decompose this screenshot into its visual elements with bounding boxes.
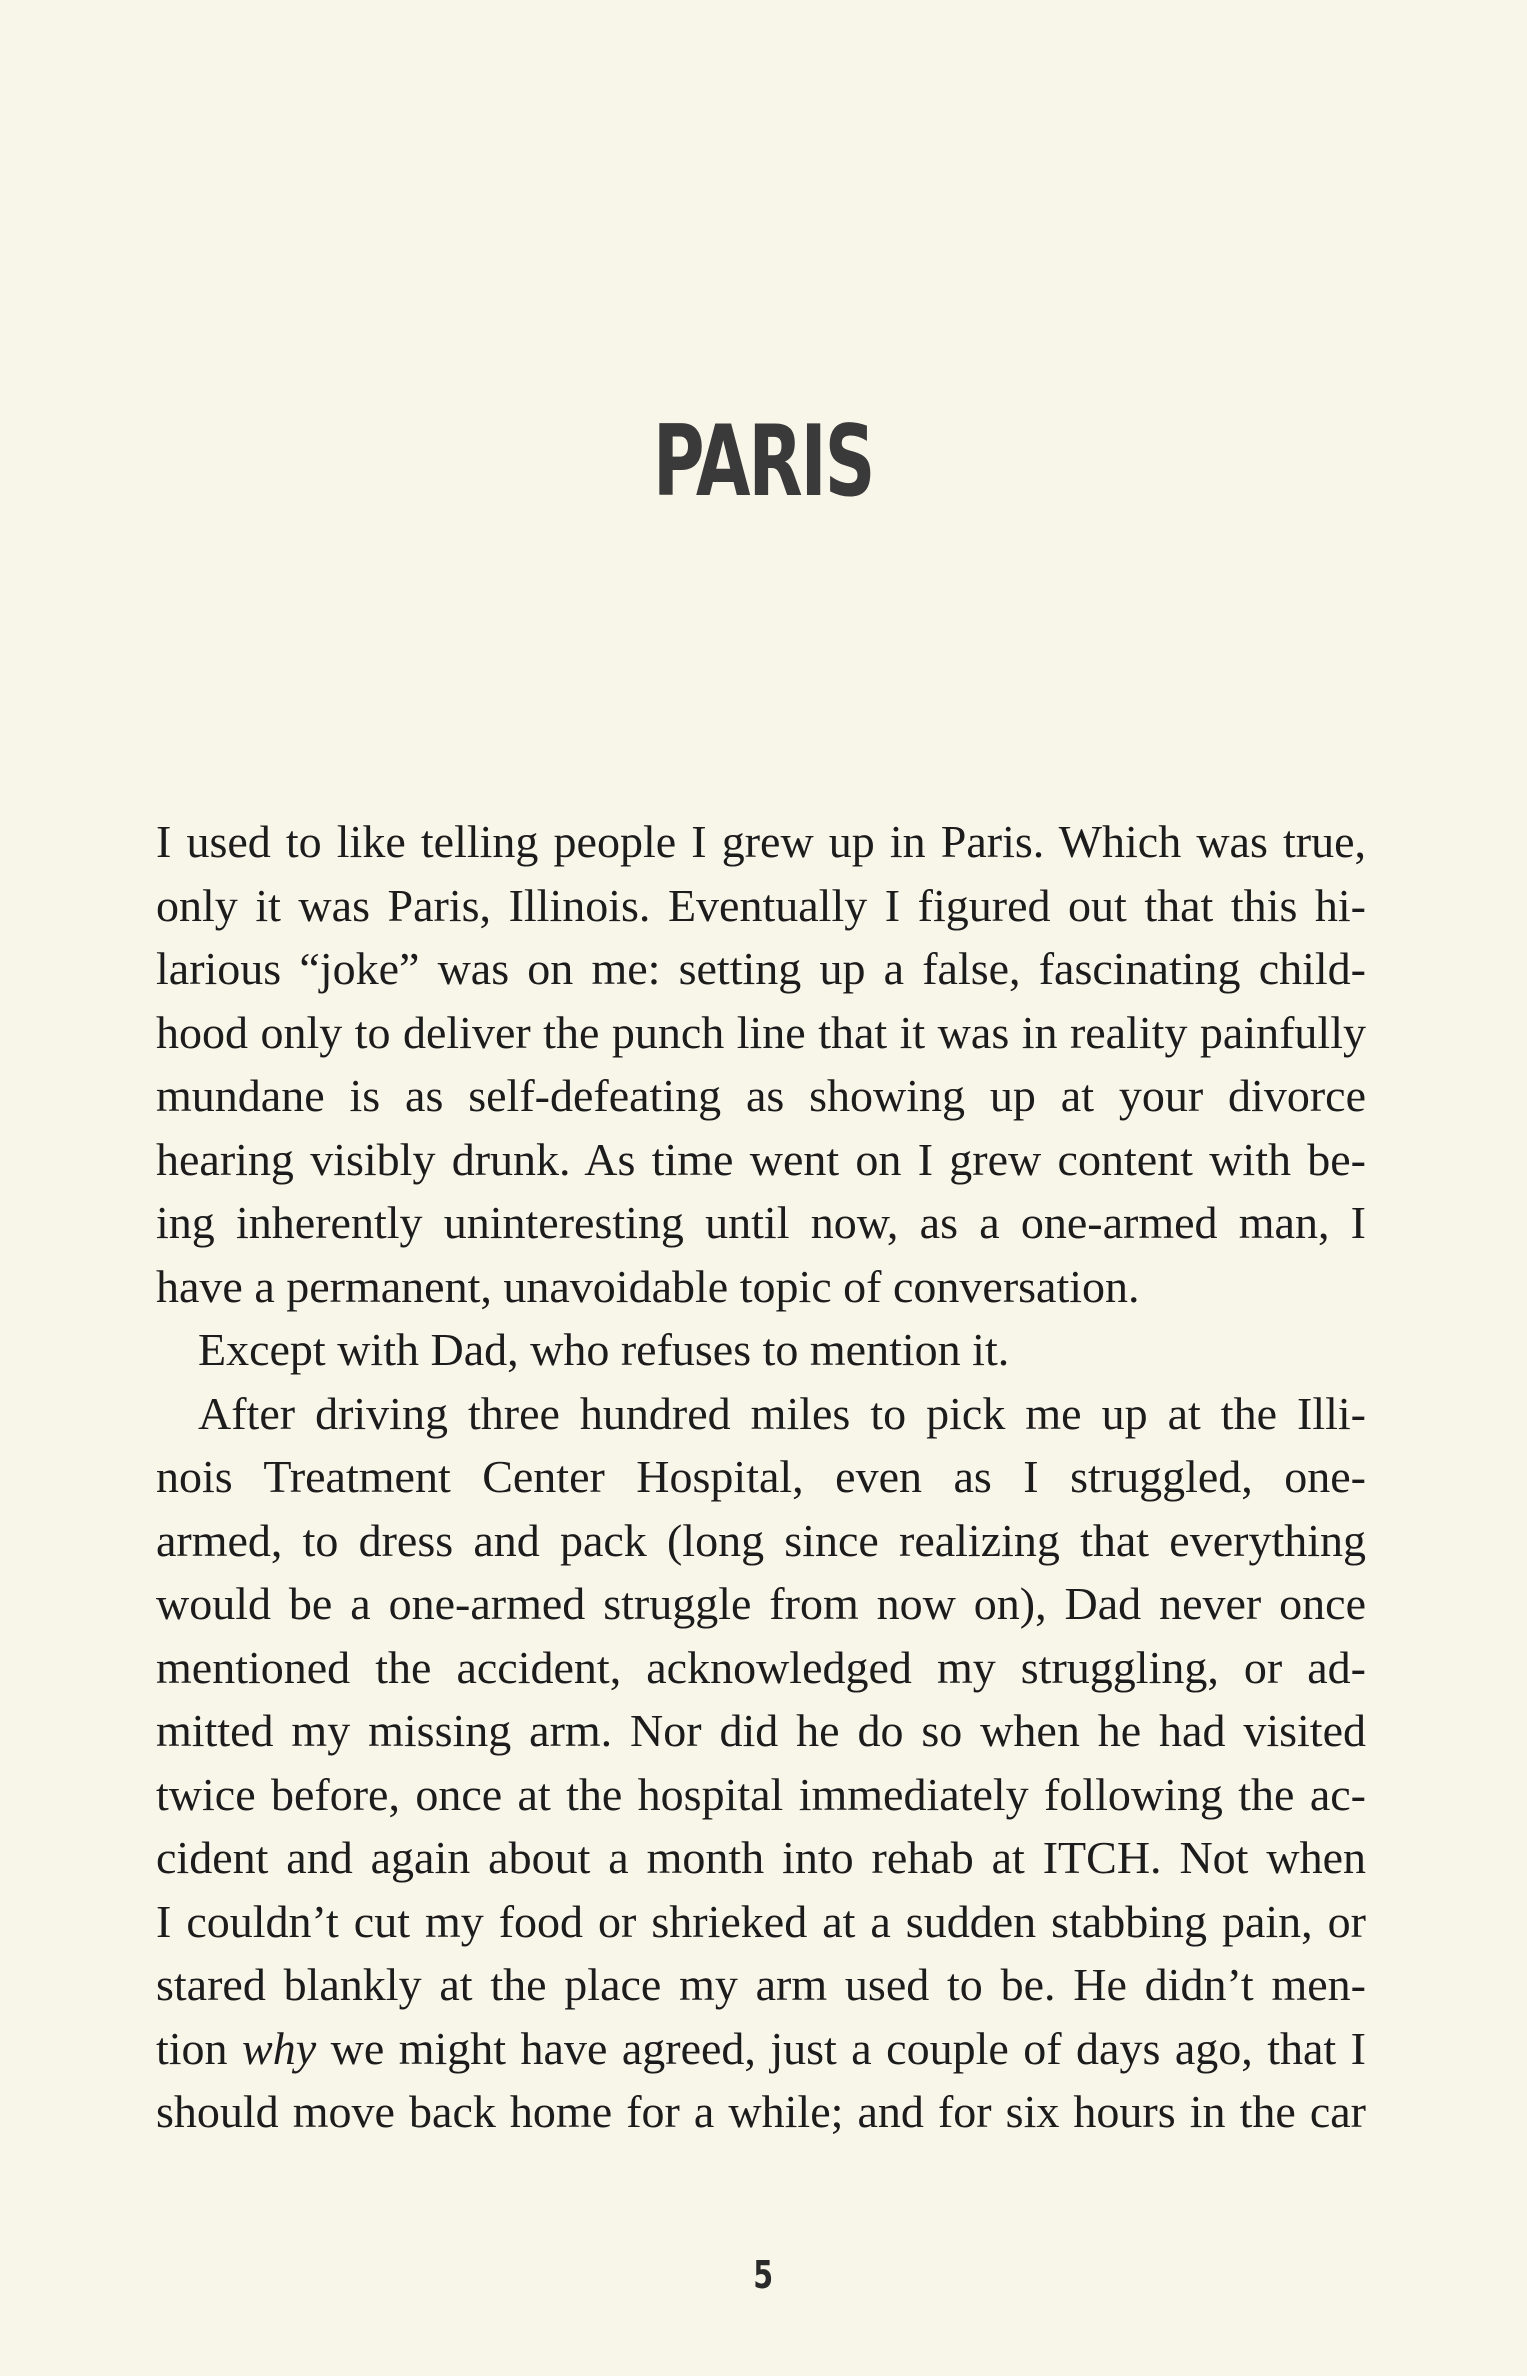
body-text — [156, 810, 1366, 2144]
text-line: should move back home for a while; and for six hours in the car — [156, 2086, 1366, 2137]
text-line: ing inherently uninteresting until now, as a one-armed man, I — [156, 1197, 1366, 1248]
text-line: twice before, once at the hospital immediately following the ac- — [156, 1768, 1366, 1820]
paragraph-2 — [156, 1318, 1366, 1382]
text-line: would be a one-armed struggle from now on), Dad never once — [156, 1578, 1366, 1629]
text-line: cident and again about a month into rehab at ITCH. Not when — [156, 1832, 1366, 1883]
text-line: mitted my missing arm. Nor did he do so when he had visited — [156, 1705, 1366, 1756]
text-line: armed, to dress and pack (long since realizing that everything — [156, 1514, 1366, 1566]
text-line: larious “joke” was on me: setting up a false, fascinating child- — [156, 943, 1366, 994]
chapter-title: PARIS — [652, 405, 874, 519]
text-line: mundane is as self-defeating as showing up at your divorce — [156, 1070, 1366, 1121]
text-line-with-italic — [156, 2017, 1366, 2081]
text-line: After driving three hundred miles to pick me up at the Illi- — [198, 1387, 1366, 1439]
text-line: nois Treatment Center Hospital, even as I struggled, one- — [156, 1451, 1366, 1502]
text-line: stared blankly at the place my arm used to be. He didn’t men- — [156, 1959, 1366, 2010]
text-line: Except with Dad, who refuses to mention it. — [198, 1324, 1010, 1375]
text-fragment: tion — [156, 2022, 243, 2074]
text-fragment: we might have agreed, just a couple of days ago, that I — [316, 2022, 1366, 2074]
text-line: hood only to deliver the punch line that it was in reality painfully — [156, 1006, 1366, 1058]
italic-word: why — [242, 2022, 317, 2074]
text-line: I couldn’t cut my food or shrieked at a sudden stabbing pain, or — [156, 1895, 1366, 1947]
paragraph-1 — [156, 810, 1366, 1318]
paragraph-3 — [156, 1382, 1366, 2144]
text-line: I used to like telling people I grew up in Paris. Which was true, — [156, 816, 1366, 867]
page-number: 5 — [753, 2253, 774, 2297]
text-line: mentioned the accident, acknowledged my struggling, or ad- — [156, 1641, 1366, 1693]
text-line: only it was Paris, Illinois. Eventually I figured out that this hi- — [156, 879, 1366, 931]
text-line: hearing visibly drunk. As time went on I grew content with be- — [156, 1133, 1366, 1185]
text-line: have a permanent, unavoidable topic of conversation. — [156, 1260, 1140, 1312]
